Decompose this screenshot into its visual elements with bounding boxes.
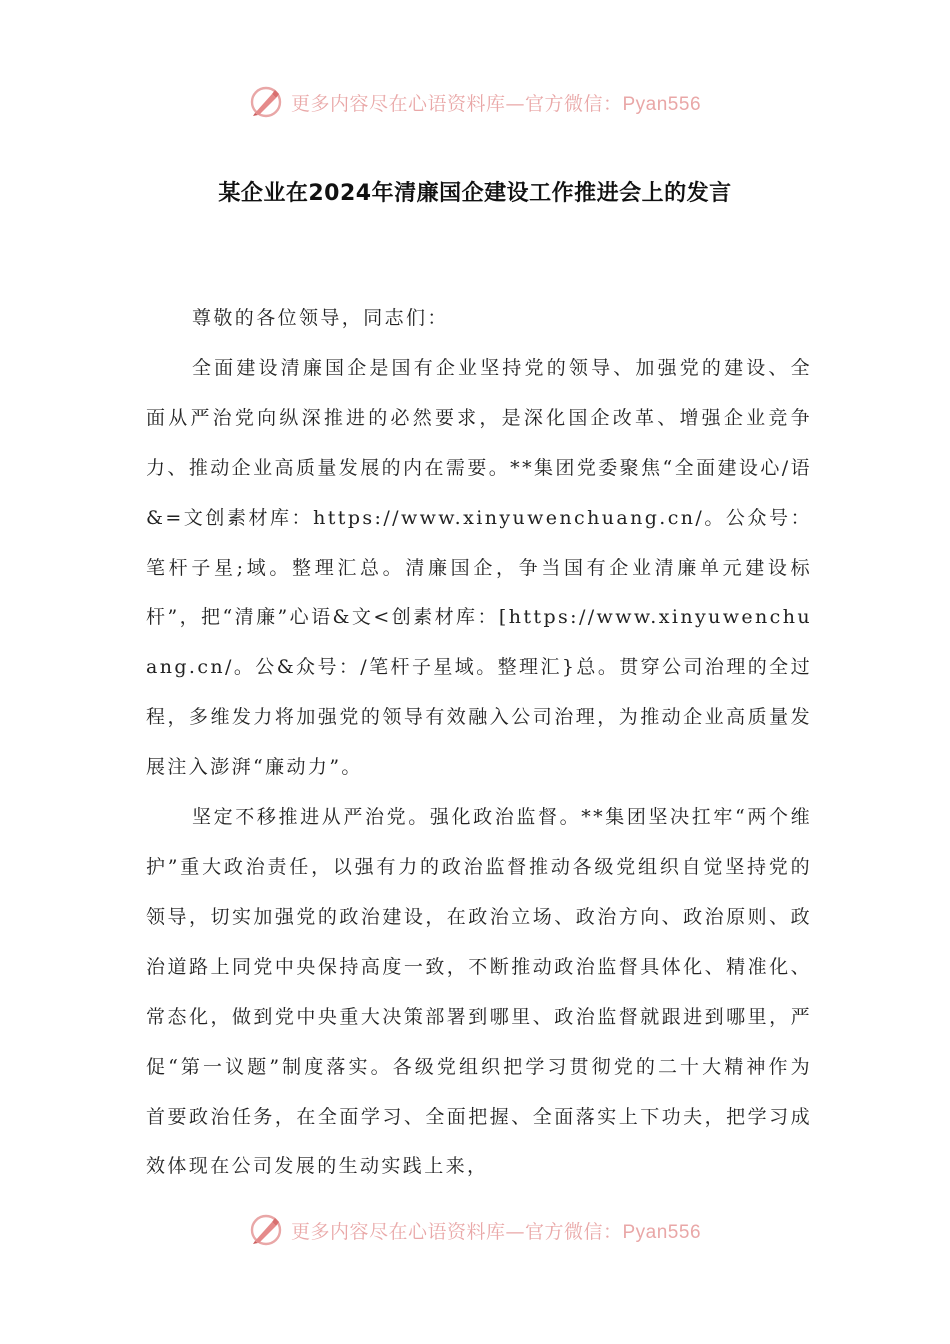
- watermark-header: [0, 82, 950, 122]
- salutation-paragraph: 尊敬的各位领导，同志们：: [192, 307, 449, 329]
- watermark-text: [291, 1217, 701, 1244]
- document-title: 某企业在2024年清廉国企建设工作推进会上的发言: [218, 181, 732, 206]
- watermark-wechat-id: Pyan556: [622, 1221, 702, 1243]
- watermark-label: 更多内容尽在心语资料库—官方微信：: [290, 92, 623, 115]
- watermark-footer: [0, 1210, 950, 1250]
- pen-logo-icon: [249, 1213, 283, 1247]
- watermark-wechat-id: Pyan556: [622, 93, 702, 115]
- watermark-text: [291, 89, 701, 116]
- body-paragraph-2: 坚定不移推进从严治党。强化政治监督。**集团坚决扛牢“两个维护”重大政治责任，以强有力的政治监督推动各级党组织自觉坚持党的领导，切实加强党的政治建设，在政治立场、政治方向、政治原则、政治道路上同党中央保持高度一致，不断推动政治监督具体化、精准化、常态化，做到党中央重大决策部署到哪里、政治监督就跟进到哪里，严促“第一议题”制度落实。各级党组织把学习贯彻党的二十大精神作为首要政治任务，在全面学习、全面把握、全面落实上下功夫，把学习成效体现在公司发展的生动实践上来，: [146, 806, 812, 1178]
- pen-logo-icon: [249, 85, 283, 119]
- body-paragraph-1: 全面建设清廉国企是国有企业坚持党的领导、加强党的建设、全面从严治党向纵深推进的必然要求，是深化国企改革、增强企业竞争力、推动企业高质量发展的内在需要。**集团党委聚焦“全面建设心/语&=文创素材库：https://www.xinyuwenchuang.cn/。公众号：笔杆子星;域。整理汇总。清廉国企，争当国有企业清廉单元建设标杆”，把“清廉”心语&文<创素材库：[https://www.xinyuwenchuang.cn/。公&众号：/笔杆子星域。整理汇}总。贯穿公司治理的全过程，多维发力将加强党的领导有效融入公司治理，为推动企业高质量发展注入澎湃“廉动力”。: [146, 356, 812, 779]
- document-body: [146, 294, 812, 1192]
- watermark-label: 更多内容尽在心语资料库—官方微信：: [290, 1220, 623, 1243]
